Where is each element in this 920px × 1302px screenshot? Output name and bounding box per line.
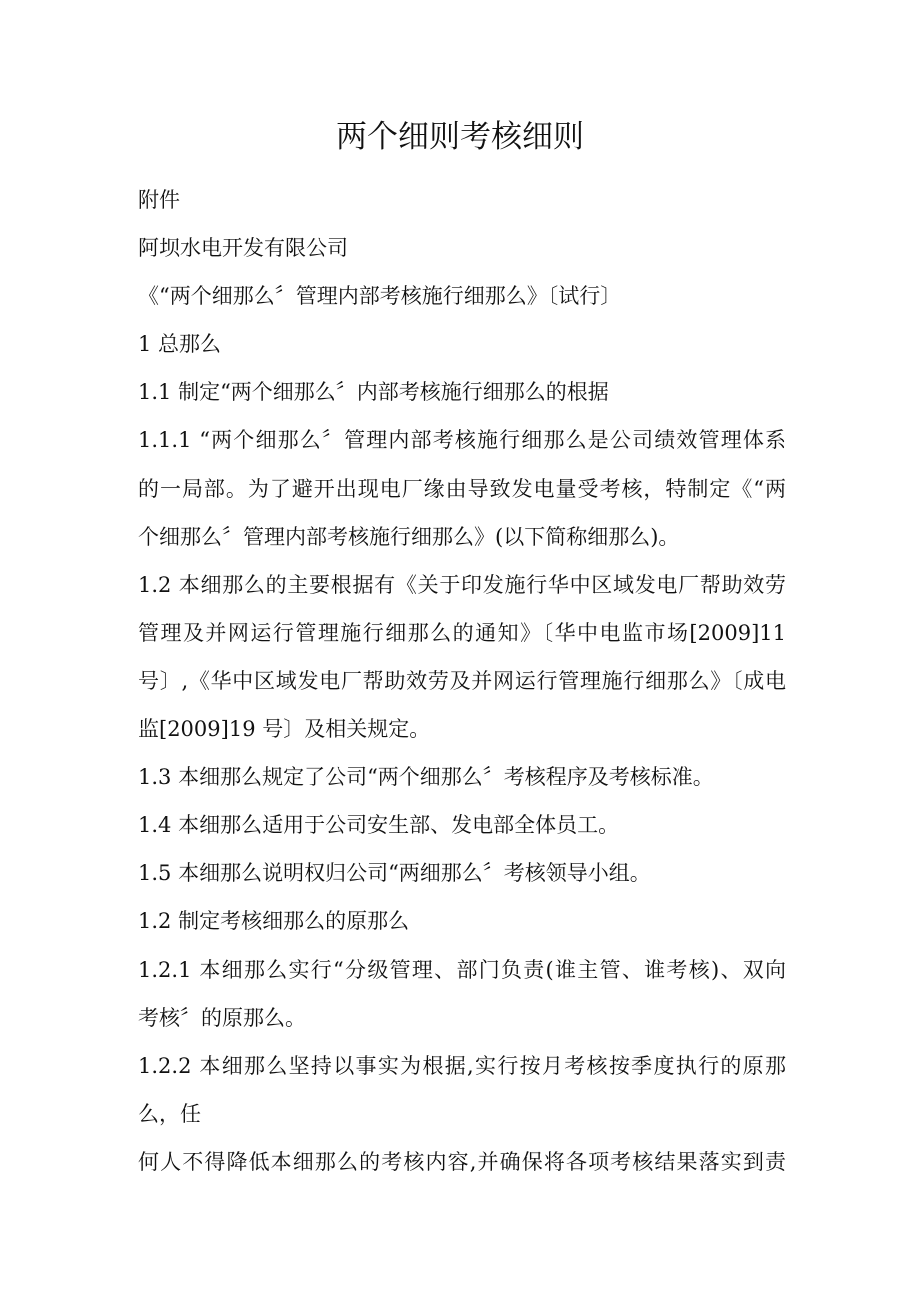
text-line: 的一局部。为了避开出现电厂缘由导致发电量受考核，特制定《“两 — [138, 476, 786, 501]
text-line: 《“两个细那么〞管理内部考核施行细那么》〔试行〕 — [138, 284, 622, 309]
text-line: 号〕,《华中区域发电厂帮助效劳及并网运行管理施行细那么》〔成电 — [138, 668, 786, 693]
document-title: 两个细则考核细则 — [336, 119, 584, 155]
text-line: 附件 — [138, 188, 180, 212]
text-line: 1.3 本细那么规定了公司“两个细那么〞考核程序及考核标准。 — [138, 765, 714, 790]
section-heading: 1 总那么 — [138, 332, 222, 357]
text-line: 1.5 本细那么说明权归公司“两细那么〞考核领导小组。 — [138, 861, 651, 886]
text-line: 1.4 本细那么适用于公司安生部、发电部全体员工。 — [138, 813, 620, 838]
section-heading: 1.1 制定“两个细那么〞内部考核施行细那么的根据 — [138, 380, 609, 405]
text-line: 1.1.1 “两个细那么〞管理内部考核施行细那么是公司绩效管理体系 — [138, 428, 786, 453]
text-line: 1.2.2 本细那么坚持以事实为根据,实行按月考核按季度执行的原那 — [138, 1053, 786, 1078]
section-heading: 1.2 制定考核细那么的原那么 — [138, 909, 410, 934]
text-line: 何人不得降低本细那么的考核内容,并确保将各项考核结果落实到责 — [138, 1149, 786, 1174]
text-line: 阿坝水电开发有限公司 — [138, 236, 348, 261]
text-line: 管理及并网运行管理施行细那么的通知》〔华中电监市场[2009]11 — [138, 620, 786, 645]
text-line: 1.2.1 本细那么实行“分级管理、部门负责(谁主管、谁考核)、双向 — [138, 957, 786, 982]
text-line: 监[2009]19 号〕及相关规定。 — [138, 717, 431, 742]
text-line: 考核〞的原那么。 — [138, 1005, 306, 1030]
document-body — [138, 176, 786, 1186]
text-line: 个细那么〞管理内部考核施行细那么》(以下简称细那么)。 — [138, 524, 680, 549]
text-line: 么，任 — [138, 1101, 201, 1126]
text-line: 1.2 本细那么的主要根据有《关于印发施行华中区域发电厂帮助效劳 — [138, 572, 786, 597]
